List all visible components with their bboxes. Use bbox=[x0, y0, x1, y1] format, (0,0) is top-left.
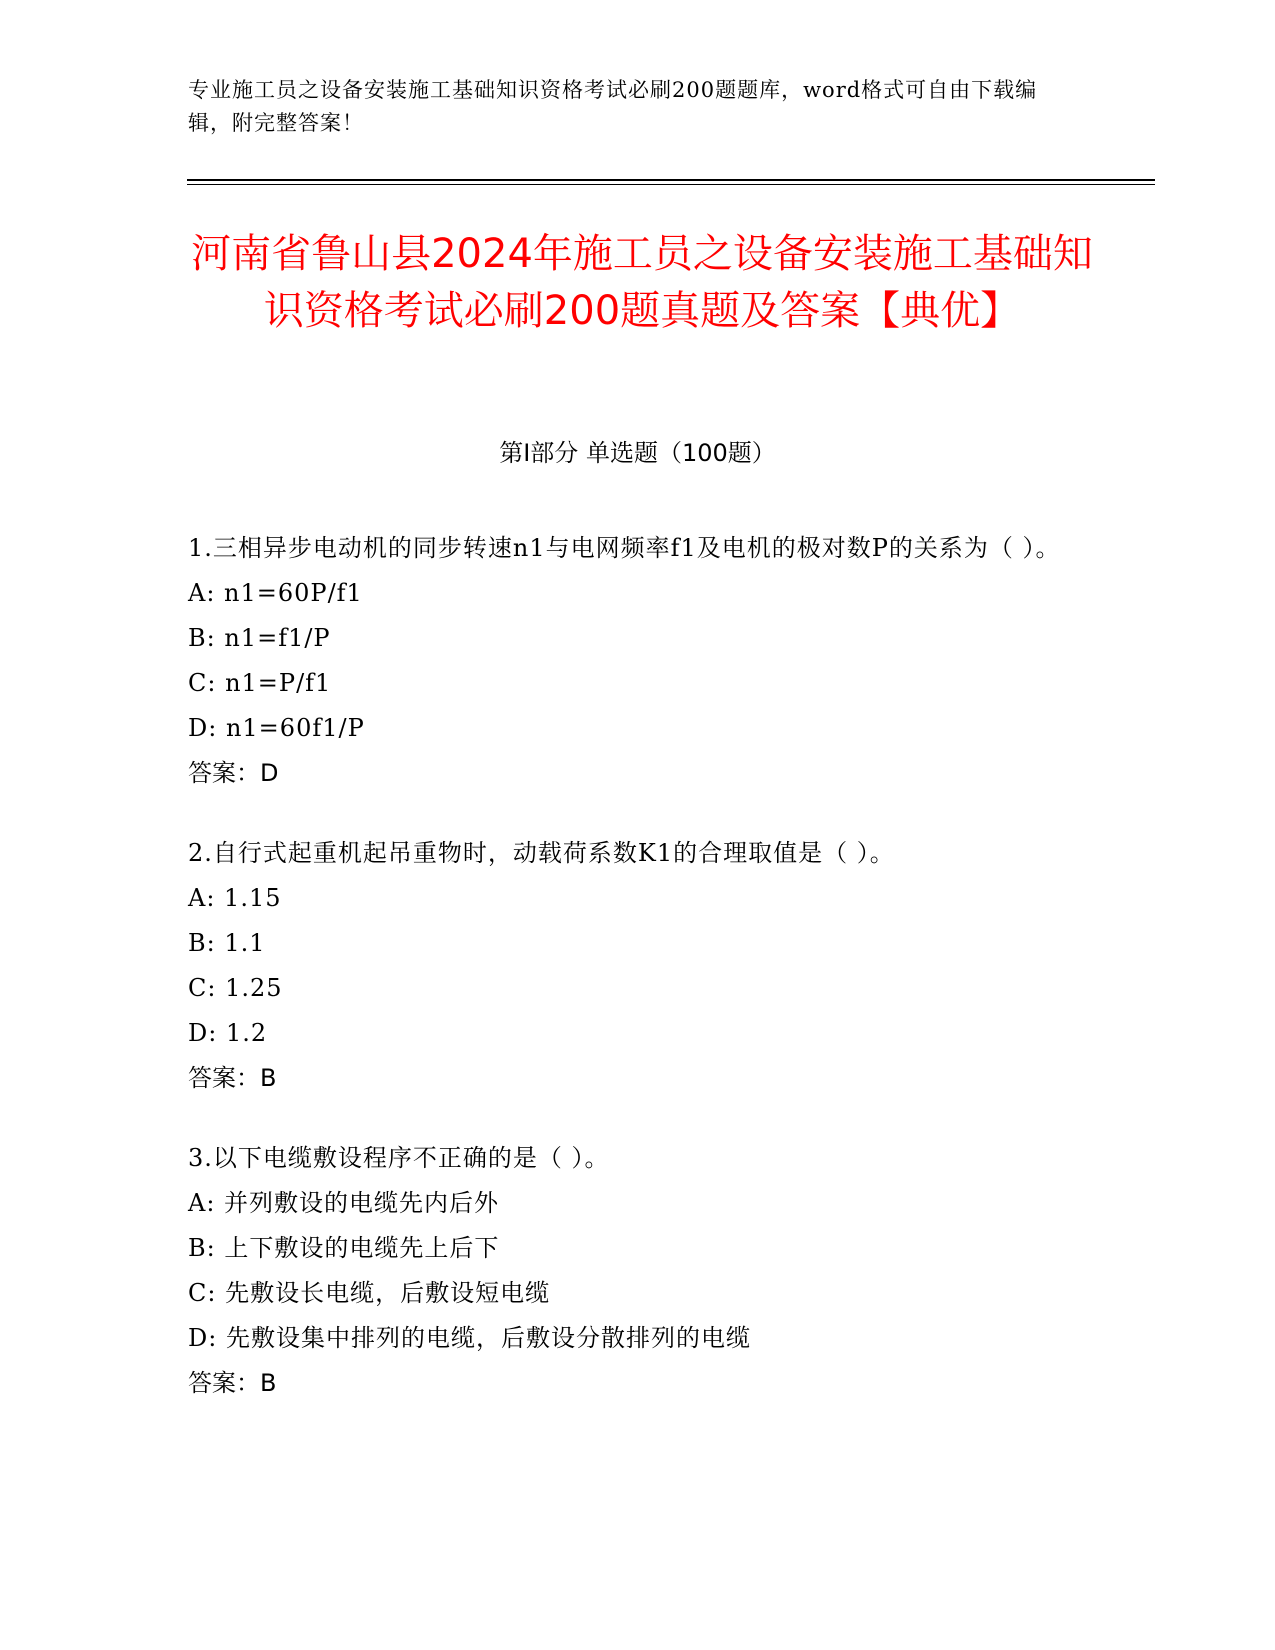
section-title: 第Ⅰ部分 单选题（100题） bbox=[499, 439, 776, 467]
option-a: A: 1.15 bbox=[188, 884, 282, 912]
option-b: B: 上下敷设的电缆先上后下 bbox=[188, 1234, 500, 1262]
question-stem: 1.三相异步电动机的同步转速n1与电网频率f1及电机的极对数P的关系为（ ）。 bbox=[188, 534, 1061, 562]
answer: 答案：B bbox=[188, 1369, 277, 1397]
question-1 bbox=[188, 526, 1088, 796]
header-rule-thin bbox=[187, 184, 1155, 185]
document-title: 河南省鲁山县2024年施工员之设备安装施工基础知识资格考试必刷200题真题及答案【典优】 bbox=[191, 231, 1093, 334]
option-d: D: 1.2 bbox=[188, 1019, 268, 1047]
answer: 答案：D bbox=[188, 759, 279, 787]
question-stem: 2.自行式起重机起吊重物时，动载荷系数K1的合理取值是（ ）。 bbox=[188, 839, 895, 867]
answer: 答案：B bbox=[188, 1064, 277, 1092]
option-c: C: 1.25 bbox=[188, 974, 283, 1002]
question-stem: 3.以下电缆敷设程序不正确的是（ ）。 bbox=[188, 1144, 610, 1172]
option-a: A: 并列敷设的电缆先内后外 bbox=[188, 1189, 500, 1217]
option-b: B: 1.1 bbox=[188, 929, 266, 957]
question-list bbox=[188, 526, 1088, 1441]
option-c: C: 先敷设长电缆，后敷设短电缆 bbox=[188, 1279, 551, 1307]
option-b: B: n1=f1/P bbox=[188, 624, 331, 652]
option-c: C: n1=P/f1 bbox=[188, 669, 332, 697]
option-a: A: n1=60P/f1 bbox=[188, 579, 363, 607]
question-2 bbox=[188, 831, 1088, 1101]
header-rule-thick bbox=[187, 179, 1155, 181]
option-d: D: n1=60f1/P bbox=[188, 714, 365, 742]
option-d: D: 先敷设集中排列的电缆，后敷设分散排列的电缆 bbox=[188, 1324, 751, 1352]
question-3 bbox=[188, 1136, 1088, 1406]
header-note: 专业施工员之设备安装施工基础知识资格考试必刷200题题库，word格式可自由下载编辑，附完整答案！ bbox=[188, 78, 1038, 135]
